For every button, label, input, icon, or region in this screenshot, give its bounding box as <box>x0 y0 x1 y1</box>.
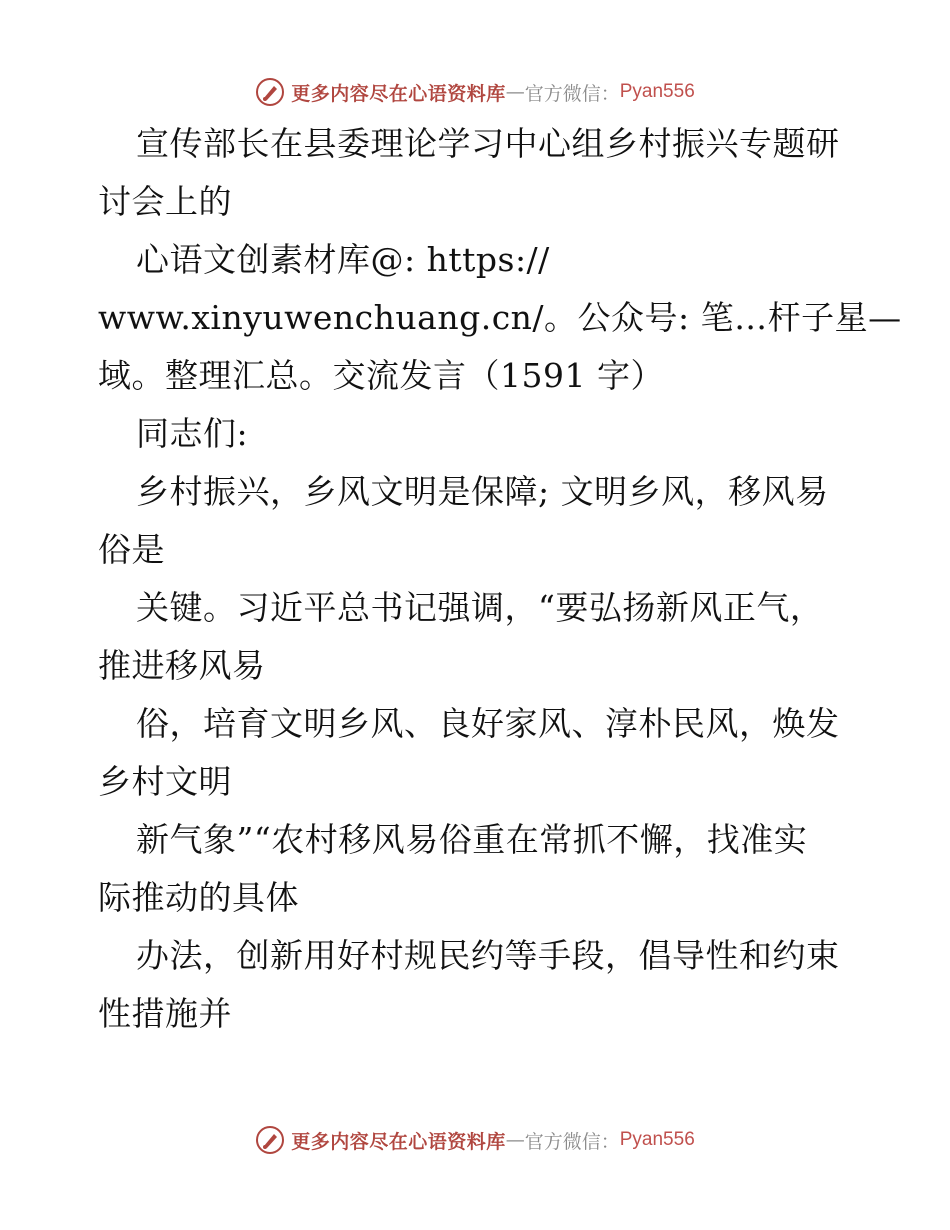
banner-wechat-label: 官方微信： <box>524 1130 620 1153</box>
pen-nib-logo-icon <box>255 1125 285 1155</box>
title-line-2: 讨会上的 <box>98 182 232 221</box>
pen-nib-logo-icon <box>255 77 285 107</box>
salutation: 同志们: <box>136 414 249 453</box>
title-line-1: 宣传部长在县委理论学习中心组乡村振兴专题研 <box>136 124 840 163</box>
paragraph-line-10: 性措施并 <box>98 994 232 1033</box>
banner-separator: — <box>505 81 525 103</box>
paragraph-line-5: 俗，培育文明乡风、良好家风、淳朴民风，焕发 <box>136 704 840 743</box>
banner-wechat-id: Pyan556 <box>619 81 695 102</box>
paragraph-line-2: 俗是 <box>98 530 165 569</box>
paragraph-line-1: 乡村振兴，乡风文明是保障; 文明乡风，移风易 <box>136 472 829 511</box>
source-line-3: 域。整理汇总。交流发言（1591 字） <box>98 356 664 395</box>
header-watermark-banner <box>0 72 950 112</box>
source-line-1: 心语文创素材库@: https:// <box>136 240 550 279</box>
document-body <box>98 124 902 1052</box>
source-line-2: www.xinyuwenchuang.cn/。公众号: 笔…杆子星— <box>98 298 902 337</box>
footer-watermark-banner <box>0 1120 950 1160</box>
banner-wechat-id: Pyan556 <box>619 1129 695 1150</box>
paragraph-line-8: 际推动的具体 <box>98 878 299 917</box>
banner-separator: — <box>505 1129 525 1151</box>
paragraph-line-7: 新气象”“农村移风易俗重在常抓不懈，找准实 <box>136 820 808 859</box>
paragraph-line-3: 关键。习近平总书记强调，“要弘扬新风正气， <box>136 588 824 627</box>
paragraph-line-4: 推进移风易 <box>98 646 266 685</box>
paragraph-line-6: 乡村文明 <box>98 762 232 801</box>
banner-brand-text: 更多内容尽在心语资料库 <box>291 1130 506 1153</box>
paragraph-line-9: 办法，创新用好村规民约等手段，倡导性和约束 <box>136 936 840 975</box>
banner-brand-text: 更多内容尽在心语资料库 <box>291 82 506 105</box>
banner-wechat-label: 官方微信： <box>524 82 620 105</box>
